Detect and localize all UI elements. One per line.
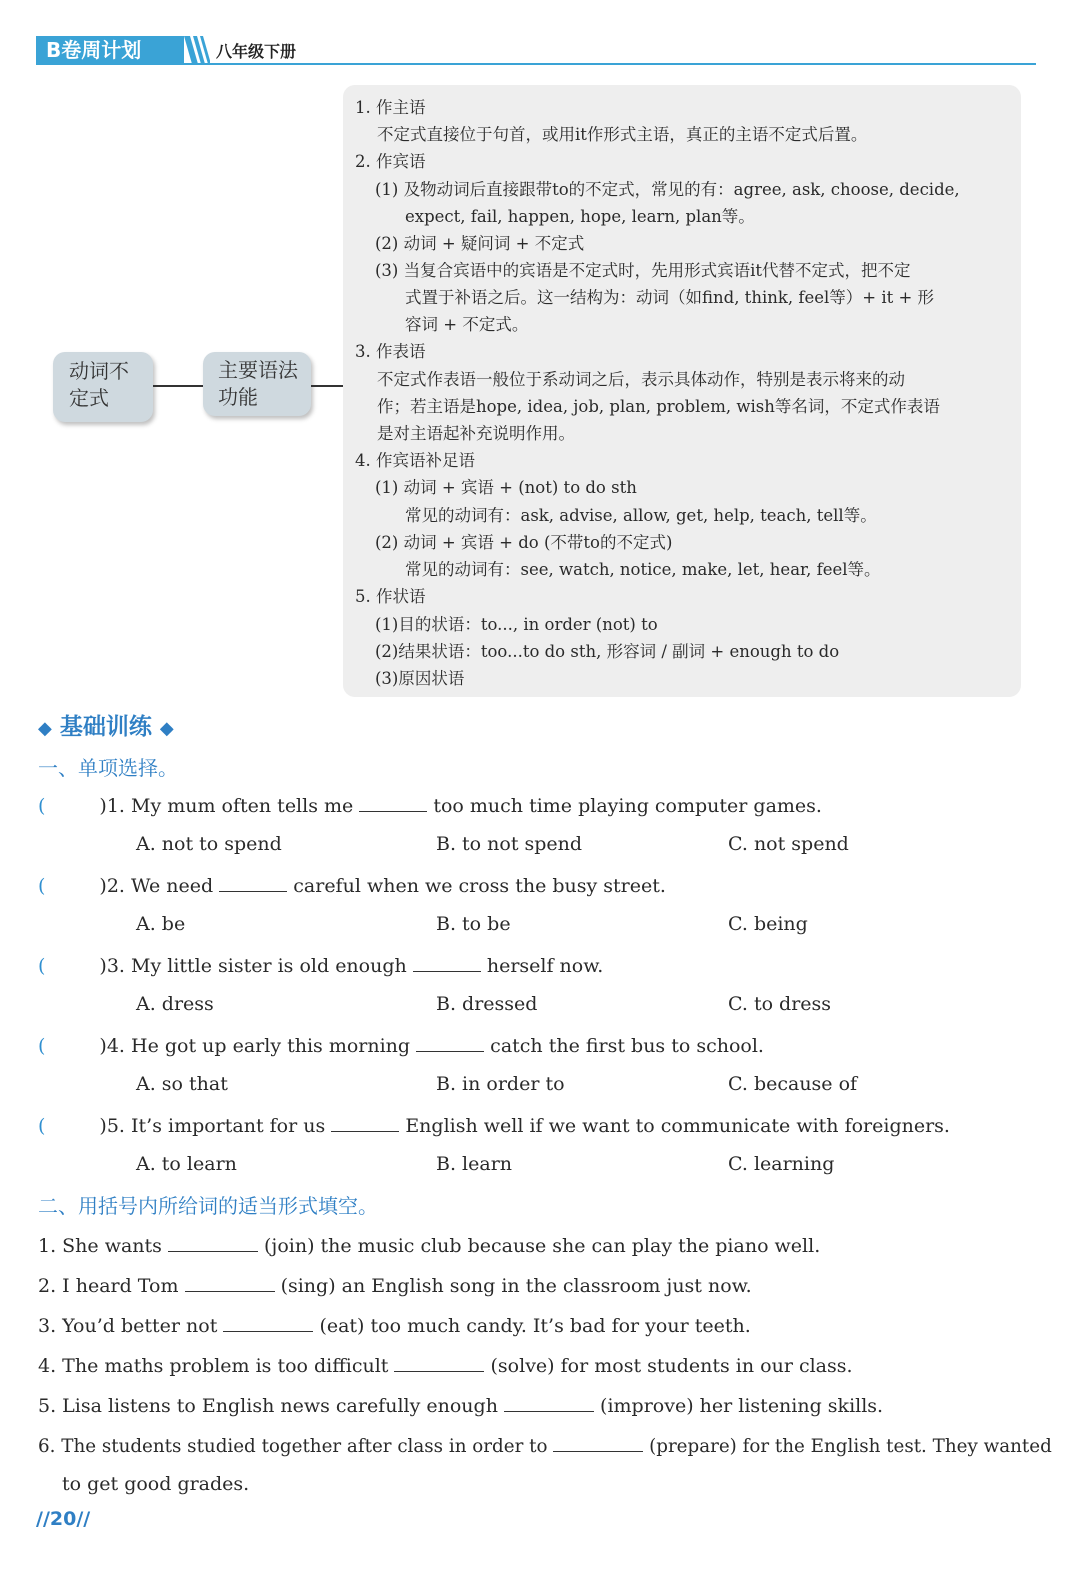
connector-line: [311, 385, 343, 387]
mc-question-4: [38, 1033, 764, 1057]
summary-line: (2) 动词 + 疑问词 + 不定式: [375, 234, 585, 253]
summary-line: 2. 作宾语: [355, 152, 426, 171]
answer-blank[interactable]: [359, 793, 427, 812]
part-1-title: 一、单项选择。: [38, 756, 178, 780]
diamond-icon: ◆: [38, 718, 52, 739]
fill-question-2: [38, 1273, 752, 1297]
answer-blank[interactable]: [504, 1393, 594, 1412]
question-text: He got up early this morning: [131, 1035, 411, 1057]
option-c[interactable]: C. not spend: [728, 833, 849, 855]
question-text: catch the first bus to school.: [490, 1035, 764, 1057]
word-hint: (eat): [319, 1315, 365, 1337]
answer-blank[interactable]: [413, 953, 481, 972]
question-text: too much candy. It’s bad for your teeth.: [370, 1315, 751, 1337]
question-text: English well if we want to communicate with foreigners.: [405, 1115, 950, 1137]
summary-line: (1)目的状语：to..., in order (not) to: [375, 615, 658, 634]
answer-paren: (: [38, 955, 46, 977]
question-text: My mum often tells me: [131, 795, 354, 817]
option-a[interactable]: A. not to spend: [136, 833, 282, 855]
summary-line: 常见的动词有：see, watch, notice, make, let, hear, feel等。: [405, 560, 881, 579]
summary-line: 作；若主语是hope, idea, job, plan, problem, wish等名词，不定式作表语: [377, 397, 940, 416]
connector-line: [153, 385, 203, 387]
fill-question-5: [38, 1393, 883, 1417]
section-title: [38, 708, 174, 741]
topic-line-1: 动词不: [69, 359, 129, 383]
summary-line: 1. 作主语: [355, 98, 426, 117]
summary-line: (3) 当复合宾语中的宾语是不定式时，先用形式宾语it代替不定式，把不定: [375, 261, 911, 280]
word-hint: (join): [264, 1235, 315, 1257]
summary-line: 常见的动词有：ask, advise, allow, get, help, teach, tell等。: [405, 506, 877, 525]
answer-blank[interactable]: [394, 1353, 484, 1372]
question-number: )2.: [99, 875, 125, 897]
question-text: We need: [131, 875, 214, 897]
mc-question-5: [38, 1113, 950, 1137]
question-number: )4.: [99, 1035, 125, 1057]
summary-line: (1) 及物动词后直接跟带to的不定式，常见的有：agree, ask, choose, decide,: [375, 180, 960, 199]
question-text: the music club because she can play the piano well.: [320, 1235, 821, 1257]
page-number-value: 20: [49, 1508, 77, 1530]
question-text: 1. She wants: [38, 1235, 162, 1257]
answer-paren: (: [38, 1115, 46, 1137]
stripe-decoration: [184, 36, 210, 64]
subtopic-line-1: 主要语法: [218, 358, 298, 382]
summary-line: (1) 动词 + 宾语 + (not) to do sth: [375, 478, 637, 497]
summary-line: 是对主语起补充说明作用。: [377, 424, 575, 443]
fill-question-4: [38, 1353, 853, 1377]
option-b[interactable]: B. to be: [436, 913, 511, 935]
fill-question-1: [38, 1233, 820, 1257]
question-number: )5.: [99, 1115, 125, 1137]
summary-line: (2) 动词 + 宾语 + do (不带to的不定式): [375, 533, 673, 552]
question-text: 4. The maths problem is too difficult: [38, 1355, 389, 1377]
option-c[interactable]: C. because of: [728, 1073, 858, 1095]
series-tag: B卷周计划: [36, 36, 184, 64]
section-title-text: 基础训练: [59, 714, 152, 740]
summary-line: expect, fail, happen, hope, learn, plan等。: [405, 207, 755, 226]
topic-node: [53, 352, 153, 422]
slash-decoration: //: [76, 1508, 91, 1530]
question-text: 3. You’d better not: [38, 1315, 218, 1337]
answer-blank[interactable]: [168, 1233, 258, 1252]
subtopic-line-2: 功能: [218, 385, 258, 409]
question-text: for the English test. They wanted: [742, 1436, 1052, 1457]
summary-line: (3)原因状语: [375, 669, 465, 688]
question-text: My little sister is old enough: [131, 955, 407, 977]
diamond-icon: ◆: [159, 718, 174, 739]
answer-blank[interactable]: [185, 1273, 275, 1292]
question-number: )1.: [99, 795, 125, 817]
word-hint: (prepare): [649, 1436, 737, 1457]
option-b[interactable]: B. to not spend: [436, 833, 583, 855]
part-2-title: 二、用括号内所给词的适当形式填空。: [38, 1194, 378, 1218]
grammar-summary-box: [343, 85, 1021, 697]
summary-line: 5. 作状语: [355, 587, 426, 606]
option-b[interactable]: B. learn: [436, 1153, 513, 1175]
fill-question-6-continuation: to get good grades.: [62, 1473, 250, 1495]
question-text: 6. The students studied together after class in order to: [38, 1436, 548, 1457]
subtopic-node: [203, 352, 311, 416]
page-number: [36, 1508, 90, 1530]
summary-line: 不定式作表语一般位于系动词之后，表示具体动作，特别是表示将来的动: [377, 370, 905, 389]
fill-question-6: [38, 1433, 1052, 1457]
option-a[interactable]: A. so that: [136, 1073, 228, 1095]
summary-line: 式置于补语之后。这一结构为：动词（如find, think, feel等）+ it + 形: [405, 288, 935, 307]
answer-paren: (: [38, 1035, 46, 1057]
header-divider: [36, 63, 1036, 65]
answer-blank[interactable]: [331, 1113, 399, 1132]
mc-question-3: [38, 953, 603, 977]
answer-blank[interactable]: [553, 1433, 643, 1452]
summary-line: (2)结果状语：too...to do sth, 形容词 / 副词 + enough to do: [375, 642, 840, 661]
option-a[interactable]: A. be: [136, 913, 186, 935]
mc-question-2: [38, 873, 666, 897]
slash-decoration: //: [36, 1508, 50, 1530]
word-hint: (solve): [490, 1355, 555, 1377]
question-number: )3.: [99, 955, 125, 977]
question-text: 5. Lisa listens to English news carefully enough: [38, 1395, 498, 1417]
option-b[interactable]: B. in order to: [436, 1073, 565, 1095]
option-c[interactable]: C. being: [728, 913, 808, 935]
question-text: an English song in the classroom just now.: [341, 1275, 752, 1297]
option-c[interactable]: C. to dress: [728, 993, 832, 1015]
answer-blank[interactable]: [223, 1313, 313, 1332]
mc-question-1: [38, 793, 822, 817]
answer-blank[interactable]: [219, 873, 287, 892]
summary-line: 4. 作宾语补足语: [355, 451, 475, 470]
option-c[interactable]: C. learning: [728, 1153, 835, 1175]
summary-line: 不定式直接位于句首，或用it作形式主语，真正的主语不定式后置。: [377, 125, 868, 144]
option-a[interactable]: A. dress: [136, 993, 214, 1015]
topic-line-2: 定式: [69, 386, 109, 410]
summary-line: 3. 作表语: [355, 342, 426, 361]
question-text: herself now.: [486, 955, 604, 977]
option-a[interactable]: A. to learn: [136, 1153, 237, 1175]
question-text: too much time playing computer games.: [433, 795, 822, 817]
word-hint: (improve): [600, 1395, 694, 1417]
answer-blank[interactable]: [416, 1033, 484, 1052]
question-text: for most students in our class.: [560, 1355, 853, 1377]
question-text: careful when we cross the busy street.: [293, 875, 666, 897]
grade-label: 八年级下册: [216, 42, 297, 61]
answer-paren: (: [38, 795, 46, 817]
page-header: [36, 33, 1036, 67]
question-text: 2. I heard Tom: [38, 1275, 179, 1297]
question-text: It’s important for us: [131, 1115, 326, 1137]
question-text: her listening skills.: [699, 1395, 884, 1417]
option-b[interactable]: B. dressed: [436, 993, 538, 1015]
word-hint: (sing): [280, 1275, 336, 1297]
answer-paren: (: [38, 875, 46, 897]
fill-question-3: [38, 1313, 751, 1337]
summary-line: 容词 + 不定式。: [405, 315, 529, 334]
